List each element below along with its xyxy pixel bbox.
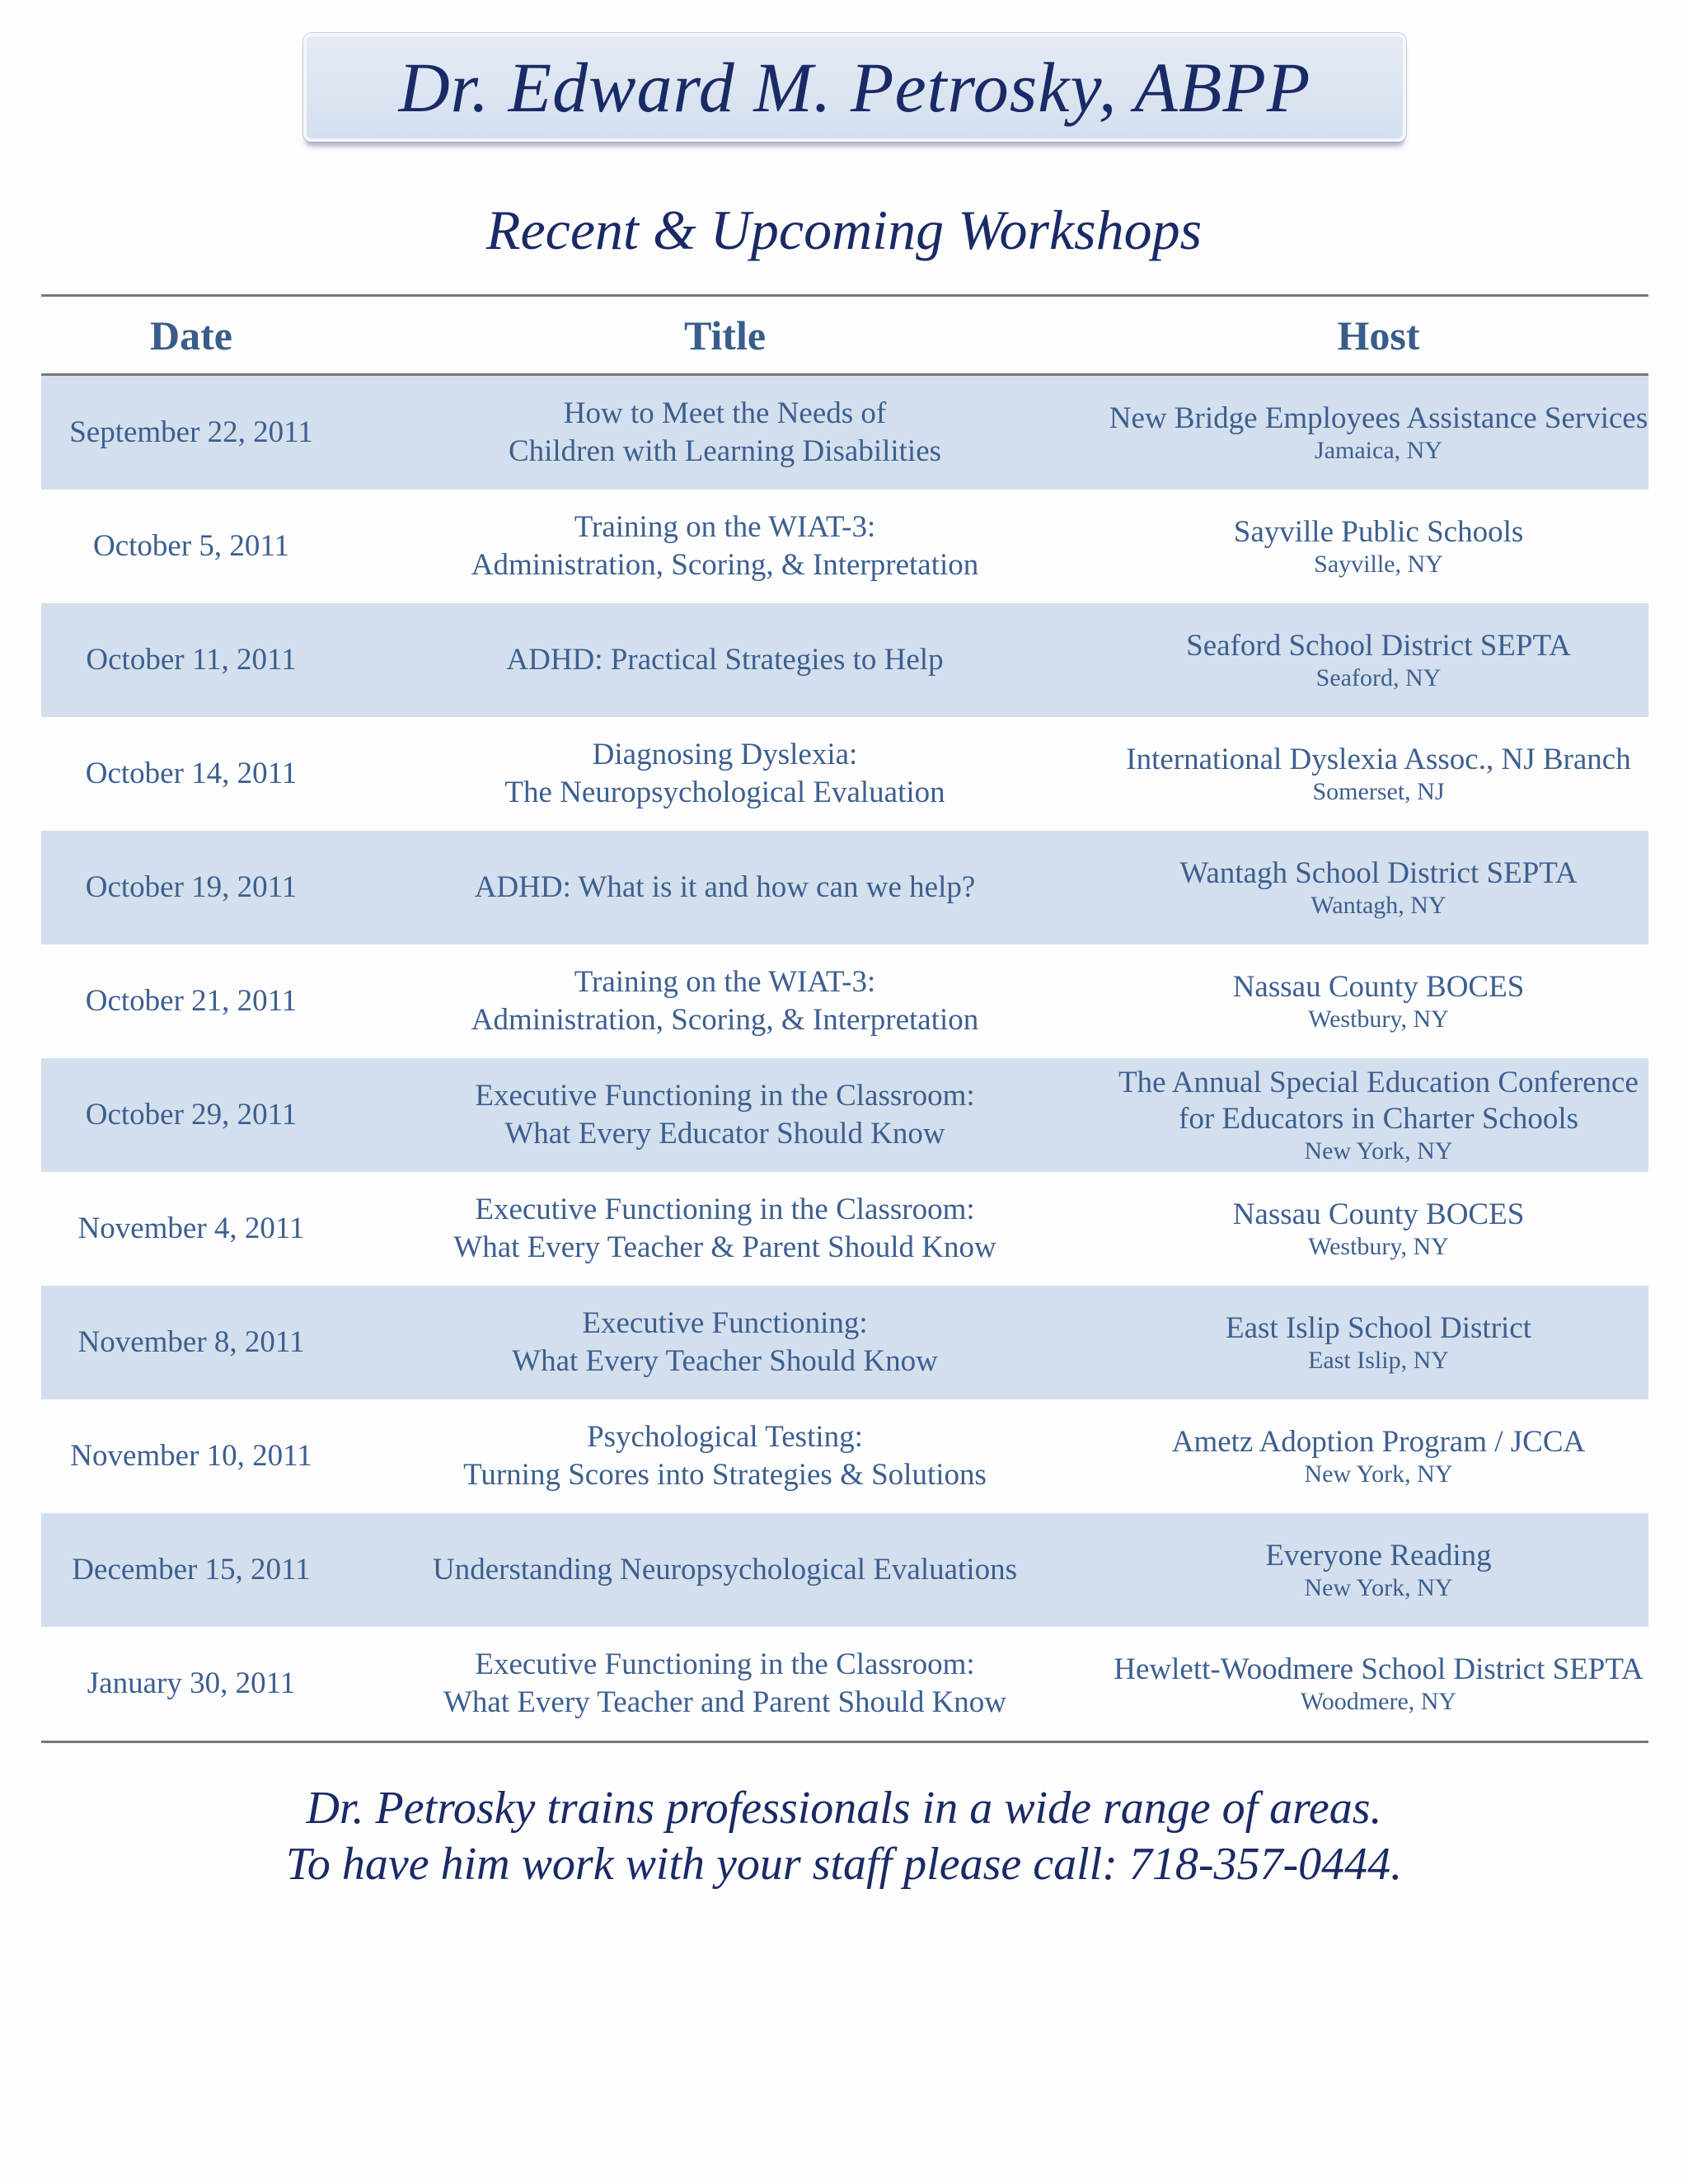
host-name: Hewlett-Woodmere School District SEPTA bbox=[1114, 1652, 1643, 1686]
title-line: What Every Teacher & Parent Should Know bbox=[453, 1230, 996, 1264]
date-cell: November 10, 2011 bbox=[70, 1439, 312, 1473]
host-name: Sayville Public Schools bbox=[1233, 515, 1524, 549]
title-line: What Every Teacher Should Know bbox=[512, 1344, 938, 1378]
host-cell bbox=[1109, 742, 1648, 806]
table-row bbox=[41, 1627, 1648, 1741]
title-cell bbox=[341, 1191, 1109, 1267]
title-cell bbox=[341, 509, 1109, 584]
host-name: Wantagh School District SEPTA bbox=[1179, 856, 1578, 890]
title-line: ADHD: Practical Strategies to Help bbox=[506, 643, 944, 677]
date-cell: October 5, 2011 bbox=[92, 529, 290, 563]
title-line: Executive Functioning: bbox=[582, 1306, 868, 1340]
column-header-title: Title bbox=[683, 312, 767, 359]
table-row bbox=[41, 1513, 1648, 1627]
date-cell: December 15, 2011 bbox=[72, 1553, 311, 1586]
host-name: Everyone Reading bbox=[1265, 1539, 1492, 1572]
host-location: Somerset, NJ bbox=[1312, 778, 1445, 805]
host-name: for Educators in Charter Schools bbox=[1179, 1102, 1578, 1136]
column-header-host: Host bbox=[1337, 312, 1420, 359]
date-cell: October 19, 2011 bbox=[85, 870, 298, 904]
host-location: Woodmere, NY bbox=[1300, 1688, 1457, 1715]
date-cell: November 8, 2011 bbox=[77, 1325, 305, 1359]
table-row bbox=[41, 944, 1648, 1058]
host-name: Nassau County BOCES bbox=[1232, 970, 1525, 1004]
host-location: Jamaica, NY bbox=[1315, 437, 1442, 464]
table-row bbox=[41, 1286, 1648, 1399]
host-cell bbox=[1109, 1538, 1648, 1602]
host-location: Sayville, NY bbox=[1314, 551, 1443, 578]
host-cell bbox=[1109, 1652, 1648, 1716]
date-cell: January 30, 2011 bbox=[87, 1666, 296, 1700]
table-body bbox=[41, 376, 1648, 1741]
host-cell bbox=[1109, 401, 1648, 465]
host-name: New Bridge Employees Assistance Services bbox=[1109, 401, 1648, 435]
title-line: ADHD: What is it and how can we help? bbox=[474, 870, 976, 904]
date-cell: September 22, 2011 bbox=[69, 415, 313, 449]
table-row bbox=[41, 831, 1648, 944]
page-subtitle: Recent & Upcoming Workshops bbox=[485, 199, 1203, 261]
title-line: How to Meet the Needs of bbox=[563, 396, 887, 430]
title-line: What Every Educator Should Know bbox=[504, 1117, 945, 1151]
title-cell bbox=[341, 736, 1109, 812]
title-line: Children with Learning Disabilities bbox=[508, 434, 942, 468]
title-line: The Neuropsychological Evaluation bbox=[504, 776, 945, 809]
title-cell bbox=[341, 963, 1109, 1039]
table-row bbox=[41, 603, 1648, 717]
host-name: International Dyslexia Assoc., NJ Branch bbox=[1126, 743, 1631, 776]
title-cell bbox=[341, 1418, 1109, 1494]
footer-line-1: Dr. Petrosky trains professionals in a wide range of areas. bbox=[306, 1783, 1382, 1834]
title-line: Administration, Scoring, & Interpretation bbox=[471, 1003, 979, 1037]
title-cell bbox=[341, 641, 1109, 679]
host-location: New York, NY bbox=[1304, 1574, 1453, 1601]
host-name: The Annual Special Education Conference bbox=[1118, 1066, 1639, 1099]
date-cell: October 21, 2011 bbox=[85, 984, 298, 1018]
host-cell bbox=[1109, 628, 1648, 692]
title-line: Training on the WIAT-3: bbox=[574, 965, 876, 999]
title-cell bbox=[341, 1305, 1109, 1380]
footer-line-2: To have him work with your staff please call: 718-357-0444. bbox=[285, 1839, 1403, 1890]
title-line: Executive Functioning in the Classroom: bbox=[475, 1079, 975, 1113]
title-cell bbox=[341, 395, 1109, 471]
title-line: Diagnosing Dyslexia: bbox=[592, 738, 858, 771]
table-row bbox=[41, 717, 1648, 831]
host-name: East Islip School District bbox=[1226, 1311, 1531, 1345]
title-line: Executive Functioning in the Classroom: bbox=[475, 1647, 975, 1681]
table-row bbox=[41, 1399, 1648, 1513]
table-row bbox=[41, 376, 1648, 490]
host-name: Ametz Adoption Program / JCCA bbox=[1171, 1425, 1586, 1459]
host-cell bbox=[1109, 1424, 1648, 1488]
title-line: Turning Scores into Strategies & Solutions bbox=[463, 1458, 987, 1492]
host-cell bbox=[1109, 969, 1648, 1033]
footer-note bbox=[0, 1780, 1688, 1892]
table-header bbox=[41, 297, 1648, 376]
host-cell bbox=[1109, 1197, 1648, 1261]
host-cell bbox=[1109, 514, 1648, 579]
title-line: Executive Functioning in the Classroom: bbox=[475, 1193, 975, 1226]
date-cell: October 11, 2011 bbox=[86, 643, 297, 677]
host-location: Wantagh, NY bbox=[1311, 892, 1447, 919]
title-cell bbox=[341, 1077, 1109, 1153]
host-cell bbox=[1109, 855, 1648, 920]
host-cell bbox=[1109, 1310, 1648, 1375]
table-row bbox=[41, 1172, 1648, 1286]
host-location: Westbury, NY bbox=[1308, 1005, 1449, 1033]
column-header-date: Date bbox=[150, 312, 232, 359]
host-location: New York, NY bbox=[1304, 1460, 1453, 1488]
title-line: Training on the WIAT-3: bbox=[574, 510, 876, 544]
date-cell: November 4, 2011 bbox=[77, 1212, 305, 1245]
title-cell bbox=[341, 1646, 1109, 1722]
date-cell: October 14, 2011 bbox=[85, 757, 298, 790]
title-line: Administration, Scoring, & Interpretation bbox=[471, 548, 979, 582]
workshops-table bbox=[41, 294, 1648, 1743]
table-row bbox=[41, 1058, 1648, 1172]
title-line: What Every Teacher and Parent Should Know bbox=[443, 1685, 1007, 1719]
title-cell bbox=[341, 869, 1109, 907]
host-location: Westbury, NY bbox=[1308, 1233, 1449, 1260]
host-location: Seaford, NY bbox=[1315, 664, 1442, 691]
host-location: New York, NY bbox=[1304, 1137, 1453, 1165]
date-cell: October 29, 2011 bbox=[85, 1098, 298, 1132]
doctor-name: Dr. Edward M. Petrosky, ABPP bbox=[398, 48, 1311, 127]
table-row bbox=[41, 490, 1648, 603]
title-line: Psychological Testing: bbox=[587, 1420, 863, 1454]
host-name: Nassau County BOCES bbox=[1232, 1197, 1525, 1231]
title-line: Understanding Neuropsychological Evaluations bbox=[433, 1553, 1017, 1586]
host-name: Seaford School District SEPTA bbox=[1186, 629, 1571, 663]
name-banner bbox=[303, 33, 1406, 142]
host-location: East Islip, NY bbox=[1308, 1347, 1449, 1374]
host-cell bbox=[1109, 1065, 1648, 1165]
title-cell bbox=[341, 1551, 1109, 1589]
